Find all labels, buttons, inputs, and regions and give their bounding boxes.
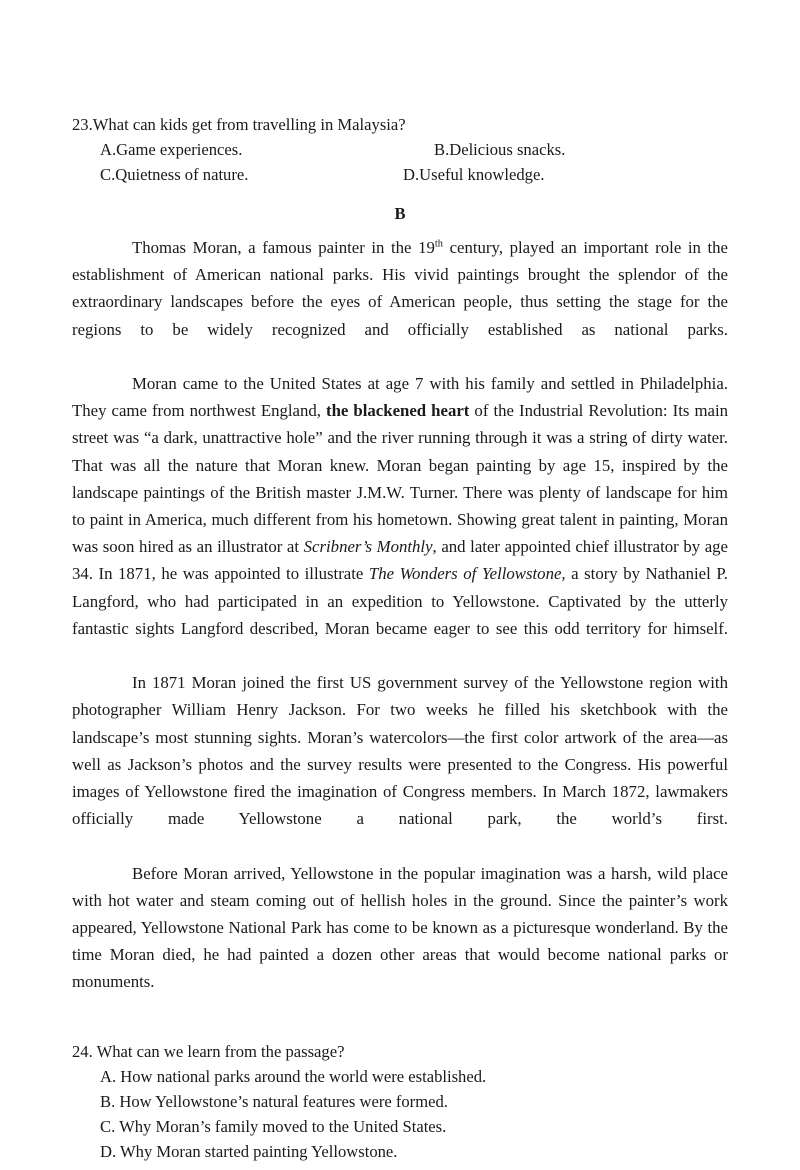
paragraph-2-italic-wonders-of-yellowstone: The Wonders of Yellowstone, [368,564,566,584]
passage-paragraph-4: Before Moran arrived, Yellowstone in the popular imagination was a harsh, wild place with hot water and steam coming out of hellish holes in the ground. Since the painter’s work appeared, Yellowstone National Park has come to be known as a picturesque wonderland. By the time Moran died, he had painted a dozen other areas that would become national parks or monuments. [72,863,728,992]
question-23-block [72,112,728,187]
paragraph-2-bold-blackened-heart: the blackened heart [326,401,470,421]
question-23-options-row-1 [72,137,728,162]
paragraph-2-text-part-2: of the Industrial Revolution: Its main street was “a dark, unattractive hole” and the river running through it was a string of dirty water. That was all the nature that Moran knew. Moran began painting by age 15, inspired by the landscape paintings of the British master J.M.W. Turner. There was plenty of landscape for him to paint in America, much different from his hometown. Showing great talent in painting, Moran was soon hired as an illustrator at [72,401,728,557]
question-24-option-c[interactable]: C. Why Moran’s family moved to the United States. [100,1116,447,1136]
paragraph-2-text-part-4: a story by Nathaniel P. Langford, who had participated in an expedition to Yellowstone. Captivated by the utterly fantastic sights Langford described, Moran became eager to see this odd territory for himself. [72,564,728,638]
question-23-option-c[interactable]: C.Quietness of nature. [100,165,249,184]
passage-paragraph-3: In 1871 Moran joined the first US government survey of the Yellowstone region with photographer William Henry Jackson. For two weeks he filled his sketchbook with the landscape’s most stunning sights. Moran’s watercolors—the first color artwork of the area—as well as Jackson’s photos and the survey results were presented to the Congress. His powerful images of Yellowstone fired the imagination of Congress members. In March 1872, lawmakers officially made Yellowstone a national park, the world’s first. [72,673,728,829]
passage-paragraph-2 [72,370,728,669]
question-23-options-row-2 [72,162,728,187]
question-23-stem: 23.What can kids get from travelling in Malaysia? [72,115,406,134]
paragraph-2-italic-scribners-monthly: Scribner’s Monthly [303,537,433,557]
paragraph-1-text-part-1: Thomas Moran, a famous painter in the 19 [132,238,435,257]
question-24-option-a[interactable]: A. How national parks around the world were established. [100,1066,487,1086]
page-content [72,112,728,1170]
question-23-option-b[interactable]: B.Delicious snacks. [434,140,566,159]
reading-passage [72,234,728,1023]
paragraph-1-superscript-th: th [434,238,443,250]
question-23-option-a[interactable]: A.Game experiences. [100,140,243,159]
question-24-stem: 24. What can we learn from the passage? [72,1041,345,1061]
paragraph-2-text-part-1: Moran came to the United States at age 7 with his family and settled in Philadelphia. They came from northwest England, [72,374,728,421]
question-24-block [72,1039,728,1164]
paragraph-1-text-part-2: century, played an important role in the establishment of American national parks. His vivid paintings brought the splendor of the extraordinary landscapes before the eyes of American people, thus setting the stage for the regions to be widely recognized and officially established as national parks. [72,238,728,339]
paragraph-2-text-part-3: , and later appointed chief illustrator by age 34. In 1871, he was appointed to illustrate [72,537,728,584]
passage-paragraph-1 [72,234,728,370]
section-heading-b: B [394,204,406,223]
question-24-option-b[interactable]: B. How Yellowstone’s natural features were formed. [100,1091,448,1111]
question-23-option-d[interactable]: D.Useful knowledge. [403,165,545,184]
question-24-option-d[interactable]: D. Why Moran started painting Yellowstone. [100,1141,398,1161]
